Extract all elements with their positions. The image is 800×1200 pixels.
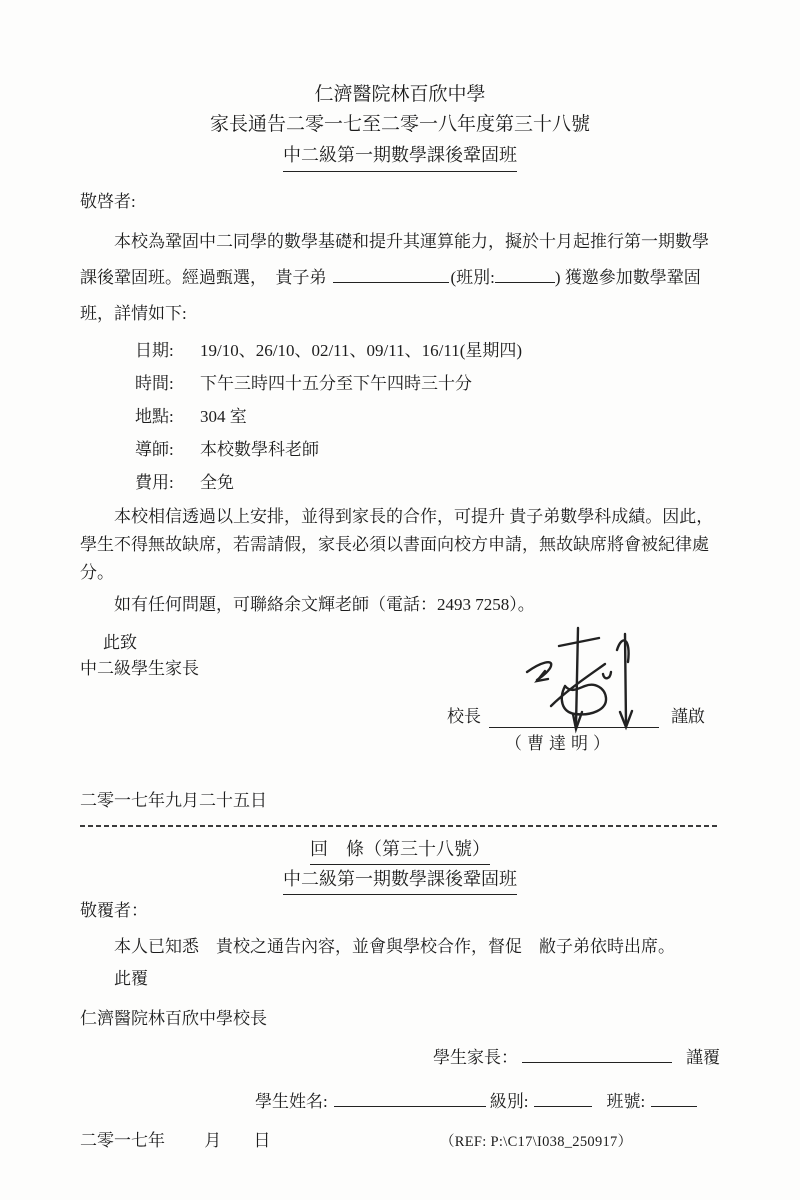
salutation: 敬啓者:: [80, 192, 136, 211]
student-info-row: [255, 1089, 720, 1115]
intro-text-4: 獲邀參加數學鞏固班，詳情如下:: [80, 268, 701, 323]
reply-body: 本人已知悉 貴校之通告內容，並會與學校合作，督促 敝子弟依時出席。: [114, 937, 675, 956]
details-list: [80, 334, 720, 499]
cut-line-separator: [80, 825, 720, 827]
intro-text-2: (班別:: [450, 268, 495, 287]
notice-number-line: 家長通告二零一七至二零一八年度第三十八號: [209, 114, 590, 135]
principal-label: 校長: [447, 707, 481, 726]
parent-label: 學生家長：: [433, 1048, 518, 1067]
reply-addressee: 仁濟醫院林百欣中學校長: [80, 1009, 267, 1028]
reference-number: （REF: P:\C17\I038_250917）: [440, 1134, 633, 1150]
detail-value: 下午三時四十五分至下午四時三十分: [200, 374, 472, 393]
class-number-field-blank: [651, 1092, 697, 1107]
student-name-label: 學生姓名:: [255, 1092, 328, 1111]
detail-value: 304 室: [200, 407, 247, 426]
detail-value: 19/10、26/10、02/11、09/11、16/11(星期四): [200, 341, 523, 360]
reply-date-year: 二零一七年: [80, 1131, 165, 1150]
student-name-field-blank: [334, 1092, 486, 1107]
reply-date-month: 月: [204, 1131, 222, 1150]
reply-date-day: 日: [253, 1131, 271, 1150]
closing-cizhi: 此致: [103, 633, 137, 652]
principal-sign-row: [447, 706, 705, 728]
detail-row-venue: [135, 400, 720, 433]
contact-line: 如有任何問題，可聯絡余文輝老師（電話：2493 7258）。: [114, 595, 535, 614]
reply-footer-row: [80, 1129, 720, 1153]
reply-slip-title: 回 條（第三十八號）: [310, 835, 490, 865]
detail-row-date: [135, 334, 720, 367]
detail-label: 時間:: [135, 374, 174, 393]
detail-row-time: [135, 367, 720, 400]
intro-paragraph: [80, 224, 720, 332]
school-name: 仁濟醫院林百欣中學: [314, 84, 486, 105]
class-number-label: 班號:: [606, 1092, 646, 1111]
reply-slip-header: [80, 835, 720, 895]
principal-honorific: 謹啟: [671, 707, 705, 726]
intro-text-3: ): [554, 268, 561, 287]
detail-label: 地點:: [135, 407, 174, 426]
principal-signature-block: [447, 630, 719, 765]
class-blank: [495, 268, 555, 283]
detail-label: 日期:: [135, 341, 174, 360]
detail-value: 本校數學科老師: [200, 440, 319, 459]
cooperation-paragraph: 本校相信透過以上安排，並得到家長的合作，可提升 貴子弟數學科成績。因此，學生不得無故缺席，若需請假，家長必須以書面向校方申請，無故缺席將會被紀律處分。: [80, 507, 714, 582]
detail-row-tutor: [135, 433, 720, 466]
parent-signature-row: [80, 1045, 720, 1071]
detail-row-fee: [135, 466, 720, 499]
document-header: [80, 80, 720, 172]
reply-date: [80, 1131, 271, 1150]
notice-date: 二零一七年九月二十五日: [80, 791, 267, 810]
class-field-blank: [534, 1092, 592, 1107]
closing-addressee: 中二級學生家長: [80, 659, 199, 678]
reply-salutation: 敬覆者：: [80, 901, 148, 920]
principal-name: （曹達明）: [505, 734, 615, 753]
class-label: 級別:: [489, 1092, 529, 1111]
student-name-blank: [333, 268, 449, 283]
reply-slip-subject: 中二級第一期數學課後鞏固班: [283, 865, 517, 895]
parent-signature-blank: [522, 1048, 672, 1063]
notice-subject: 中二級第一期數學課後鞏固班: [283, 140, 517, 172]
principal-signature-line: [489, 707, 659, 728]
reply-closing: 此覆: [114, 969, 148, 988]
detail-label: 導師:: [135, 440, 174, 459]
detail-value: 全免: [200, 473, 234, 492]
parent-honorific: 謹覆: [686, 1048, 720, 1067]
intro-text-1: 本校為鞏固中二同學的數學基礎和提升其運算能力，擬於十月起推行第一期數學課後鞏固班。經過甄選， 貴子弟: [80, 232, 709, 287]
detail-label: 費用:: [135, 473, 174, 492]
